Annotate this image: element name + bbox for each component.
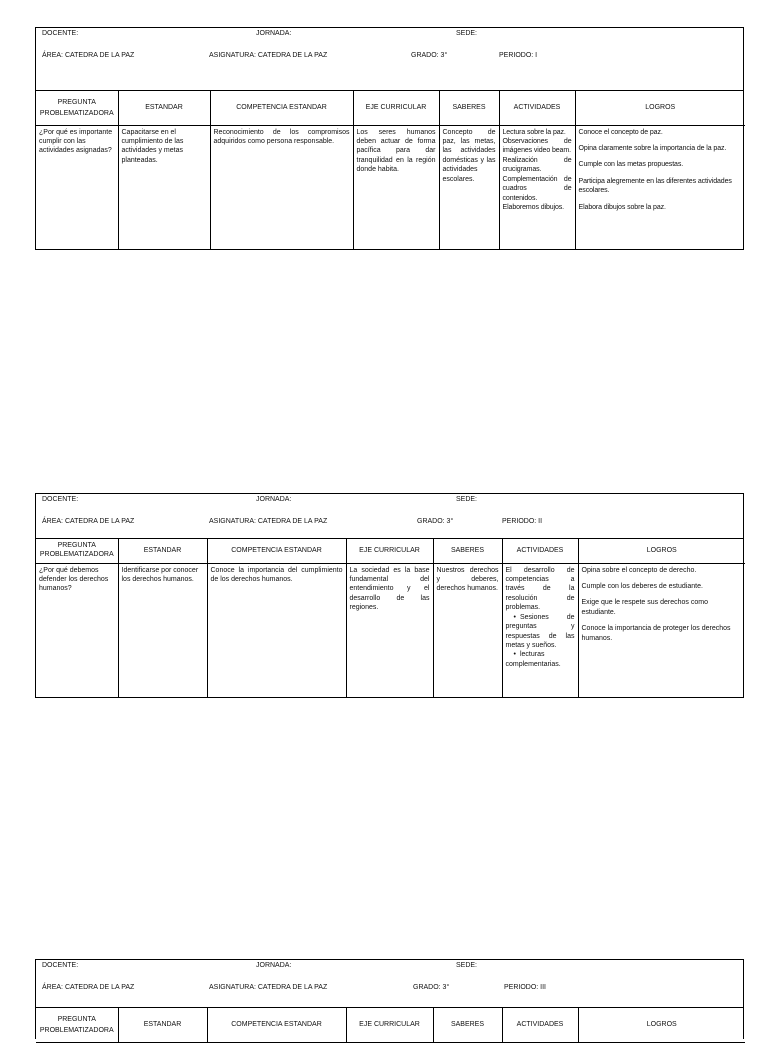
grado-label: GRADO: 3°	[417, 518, 454, 525]
jornada-label: JORNADA:	[256, 962, 292, 969]
competencia-cell: Conoce la importancia del cumplimiento de los derechos humanos.	[207, 563, 346, 697]
jornada-label: JORNADA:	[256, 496, 292, 503]
col-header-logros: LOGROS	[575, 91, 745, 125]
plan-table	[36, 1008, 745, 1043]
col-header-competencia: COMPETENCIA ESTANDAR	[207, 539, 346, 563]
actividades-cell	[499, 125, 575, 249]
logro-item: Conoce la importancia de proteger los derechos humanos.	[581, 625, 731, 642]
plan-periodo-1	[35, 27, 744, 250]
saberes-cell: Nuestros derechos y deberes, derechos humanos.	[433, 563, 502, 697]
docente-label: DOCENTE:	[42, 30, 79, 37]
logro-item: Cumple con las metas propuestas.	[578, 161, 684, 169]
logros-cell	[575, 125, 745, 249]
periodo-label: PERIODO: I	[499, 52, 538, 59]
col-header-actividades: ACTIVIDADES	[502, 539, 578, 563]
col-header-actividades: ACTIVIDADES	[502, 1008, 578, 1042]
actividad-item: Elaboremos dibujos.	[502, 204, 565, 211]
col-header-competencia: COMPETENCIA ESTANDAR	[207, 1008, 346, 1042]
actividad-item: Complementación de cuadros de contenidos.	[502, 175, 572, 202]
eje-cell: La sociedad es la base fundamental del entendimiento y el desarrollo de las regiones.	[346, 563, 433, 697]
logro-item: Conoce el concepto de paz.	[578, 128, 663, 136]
periodo-label: PERIODO: III	[504, 984, 547, 991]
plan-header	[36, 494, 743, 539]
actividad-item: Lectura sobre la paz.	[502, 128, 566, 136]
logro-item: Participa alegremente en las diferentes actividades escolares.	[578, 177, 732, 195]
area-label: ÁREA: CATEDRA DE LA PAZ	[42, 518, 135, 525]
col-header-saberes: SABERES	[433, 539, 502, 563]
docente-label: DOCENTE:	[42, 962, 79, 969]
pregunta-cell: ¿Por qué es importante cumplir con las actividades asignadas?	[36, 125, 118, 249]
plan-table	[36, 539, 745, 697]
eje-cell: Los seres humanos deben actuar de forma pacífica para dar tranquilidad en la región donde habita.	[353, 125, 439, 249]
col-header-estandar: ESTANDAR	[118, 539, 207, 563]
actividades-cell	[502, 563, 578, 697]
estandar-cell: Identificarse por conocer los derechos humanos.	[118, 563, 207, 697]
actividad-item: Realización de crucigramas.	[502, 156, 572, 174]
asignatura-label: ASIGNATURA: CATEDRA DE LA PAZ	[209, 52, 328, 59]
sede-label: SEDE:	[456, 496, 478, 503]
grado-label: GRADO: 3°	[413, 984, 450, 991]
logros-cell	[578, 563, 745, 697]
col-header-eje: EJE CURRICULAR	[353, 91, 439, 125]
col-header-pregunta: PREGUNTA PROBLEMATIZADORA	[36, 539, 118, 563]
asignatura-label: ASIGNATURA: CATEDRA DE LA PAZ	[209, 984, 328, 991]
col-header-logros: LOGROS	[578, 1008, 745, 1042]
grado-label: GRADO: 3°	[411, 52, 448, 59]
plan-table	[36, 91, 745, 249]
col-header-eje: EJE CURRICULAR	[346, 539, 433, 563]
logro-item: Opina claramente sobre la importancia de la paz.	[578, 144, 727, 152]
col-header-estandar: ESTANDAR	[118, 91, 210, 125]
estandar-cell: Capacitarse en el cumplimiento de las actividades y metas planteadas.	[118, 125, 210, 249]
col-header-pregunta: PREGUNTA PROBLEMATIZADORA	[36, 1008, 118, 1042]
actividad-item: El desarrollo de competencias a través de la resolución de problemas.	[505, 566, 575, 612]
actividad-item: Observaciones de imágenes video beam.	[502, 137, 572, 155]
periodo-label: PERIODO: II	[502, 518, 543, 525]
plan-header	[36, 28, 743, 91]
col-header-eje: EJE CURRICULAR	[346, 1008, 433, 1042]
col-header-competencia: COMPETENCIA ESTANDAR	[210, 91, 353, 125]
logro-item: Exige que le respete sus derechos como estudiante.	[581, 599, 708, 616]
area-label: ÁREA: CATEDRA DE LA PAZ	[42, 984, 135, 991]
actividad-item: • lecturas complementarias.	[506, 650, 575, 669]
col-header-estandar: ESTANDAR	[118, 1008, 207, 1042]
col-header-pregunta: PREGUNTA PROBLEMATIZADORA	[36, 91, 118, 125]
docente-label: DOCENTE:	[42, 496, 79, 503]
col-header-actividades: ACTIVIDADES	[499, 91, 575, 125]
logro-item: Elabora dibujos sobre la paz.	[578, 203, 666, 211]
asignatura-label: ASIGNATURA: CATEDRA DE LA PAZ	[209, 518, 328, 525]
logro-item: Opina sobre el concepto de derecho.	[581, 566, 697, 574]
sede-label: SEDE:	[456, 30, 478, 37]
competencia-cell: Reconocimiento de los compromisos adquiridos como persona responsable.	[210, 125, 353, 249]
logro-item: Cumple con los deberes de estudiante.	[581, 582, 703, 590]
saberes-cell: Concepto de paz, las metas, las actividades domésticas y las actividades escolares.	[439, 125, 499, 249]
col-header-saberes: SABERES	[433, 1008, 502, 1042]
plan-header	[36, 960, 743, 1008]
col-header-logros: LOGROS	[578, 539, 745, 563]
plan-periodo-2	[35, 493, 744, 698]
sede-label: SEDE:	[456, 962, 478, 969]
plan-periodo-3	[35, 959, 744, 1039]
pregunta-cell: ¿Por qué debemos defender los derechos humanos?	[36, 563, 118, 697]
jornada-label: JORNADA:	[256, 30, 292, 37]
actividad-item: • Sesiones de preguntas y respuestas de las metas y sueños.	[506, 613, 575, 651]
col-header-saberes: SABERES	[439, 91, 499, 125]
area-label: ÁREA: CATEDRA DE LA PAZ	[42, 52, 135, 59]
